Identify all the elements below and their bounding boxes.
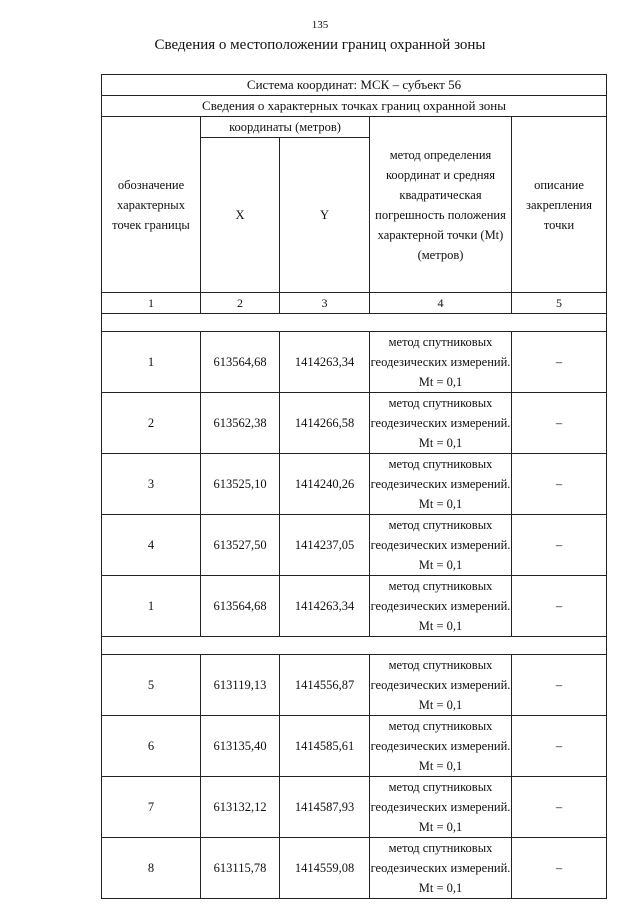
table-row [102, 576, 607, 637]
description-cell: – [512, 838, 607, 899]
point-number-cell: 5 [102, 655, 201, 716]
boundary-points-table [101, 74, 607, 899]
method-cell: метод спутниковых геодезических измерений. Mt = 0,1 [370, 777, 512, 838]
point-number-cell: 7 [102, 777, 201, 838]
y-coordinate-cell: 1414237,05 [280, 515, 370, 576]
description-cell: – [512, 777, 607, 838]
point-number-cell: 6 [102, 716, 201, 777]
table-row [102, 777, 607, 838]
description-cell: – [512, 716, 607, 777]
x-coordinate-cell: 613564,68 [201, 576, 280, 637]
point-number-cell: 1 [102, 332, 201, 393]
header-method: метод определения координат и средняя квадратическая погрешность положения характерной точки (Mt) (метров) [370, 117, 512, 293]
method-cell: метод спутниковых геодезических измерений. Mt = 0,1 [370, 515, 512, 576]
method-cell: метод спутниковых геодезических измерений. Mt = 0,1 [370, 393, 512, 454]
x-coordinate-cell: 613115,78 [201, 838, 280, 899]
x-coordinate-cell: 613525,10 [201, 454, 280, 515]
point-number-cell: 2 [102, 393, 201, 454]
x-coordinate-cell: 613132,12 [201, 777, 280, 838]
description-cell: – [512, 454, 607, 515]
x-coordinate-cell: 613562,38 [201, 393, 280, 454]
table-row [102, 454, 607, 515]
x-coordinate-cell: 613564,68 [201, 332, 280, 393]
column-number: 5 [512, 293, 607, 314]
method-cell: метод спутниковых геодезических измерений. Mt = 0,1 [370, 838, 512, 899]
table-row [102, 332, 607, 393]
description-cell: – [512, 655, 607, 716]
column-number: 2 [201, 293, 280, 314]
y-coordinate-cell: 1414263,34 [280, 332, 370, 393]
x-coordinate-cell: 613119,13 [201, 655, 280, 716]
y-coordinate-cell: 1414559,08 [280, 838, 370, 899]
y-coordinate-cell: 1414587,93 [280, 777, 370, 838]
table-row [102, 393, 607, 454]
contour-separator-row [102, 637, 607, 655]
method-cell: метод спутниковых геодезических измерений. Mt = 0,1 [370, 332, 512, 393]
description-cell: – [512, 393, 607, 454]
y-coordinate-cell: 1414263,34 [280, 576, 370, 637]
table-row [102, 655, 607, 716]
x-coordinate-cell: 613135,40 [201, 716, 280, 777]
contour-separator-cell [102, 637, 607, 655]
column-number: 1 [102, 293, 201, 314]
method-cell: метод спутниковых геодезических измерений. Mt = 0,1 [370, 716, 512, 777]
page-title: Сведения о местоположении границ охранной зоны [154, 37, 486, 53]
column-number: 3 [280, 293, 370, 314]
point-number-cell: 4 [102, 515, 201, 576]
contour-separator-row [102, 314, 607, 332]
table-row [102, 716, 607, 777]
x-coordinate-cell: 613527,50 [201, 515, 280, 576]
header-coordinates: координаты (метров) [201, 117, 370, 138]
header-description: описание закрепления точки [512, 117, 607, 293]
description-cell: – [512, 515, 607, 576]
method-cell: метод спутниковых геодезических измерений. Mt = 0,1 [370, 454, 512, 515]
contour-separator-cell [102, 314, 607, 332]
header-x: X [201, 138, 280, 293]
point-number-cell: 3 [102, 454, 201, 515]
column-number-row [102, 293, 607, 314]
header-point-designation: обозначение характерных точек границы [102, 117, 201, 293]
point-number-cell: 1 [102, 576, 201, 637]
y-coordinate-cell: 1414556,87 [280, 655, 370, 716]
page-number: 135 [311, 19, 329, 31]
coordinate-system-cell: Система координат: МСК – субъект 56 [102, 75, 607, 96]
y-coordinate-cell: 1414240,26 [280, 454, 370, 515]
method-cell: метод спутниковых геодезических измерений. Mt = 0,1 [370, 576, 512, 637]
description-cell: – [512, 576, 607, 637]
y-coordinate-cell: 1414266,58 [280, 393, 370, 454]
point-number-cell: 8 [102, 838, 201, 899]
column-number: 4 [370, 293, 512, 314]
table-row [102, 838, 607, 899]
method-cell: метод спутниковых геодезических измерений. Mt = 0,1 [370, 655, 512, 716]
y-coordinate-cell: 1414585,61 [280, 716, 370, 777]
header-y: Y [280, 138, 370, 293]
description-cell: – [512, 332, 607, 393]
table-caption-cell: Сведения о характерных точках границ охранной зоны [102, 96, 607, 117]
table-row [102, 515, 607, 576]
